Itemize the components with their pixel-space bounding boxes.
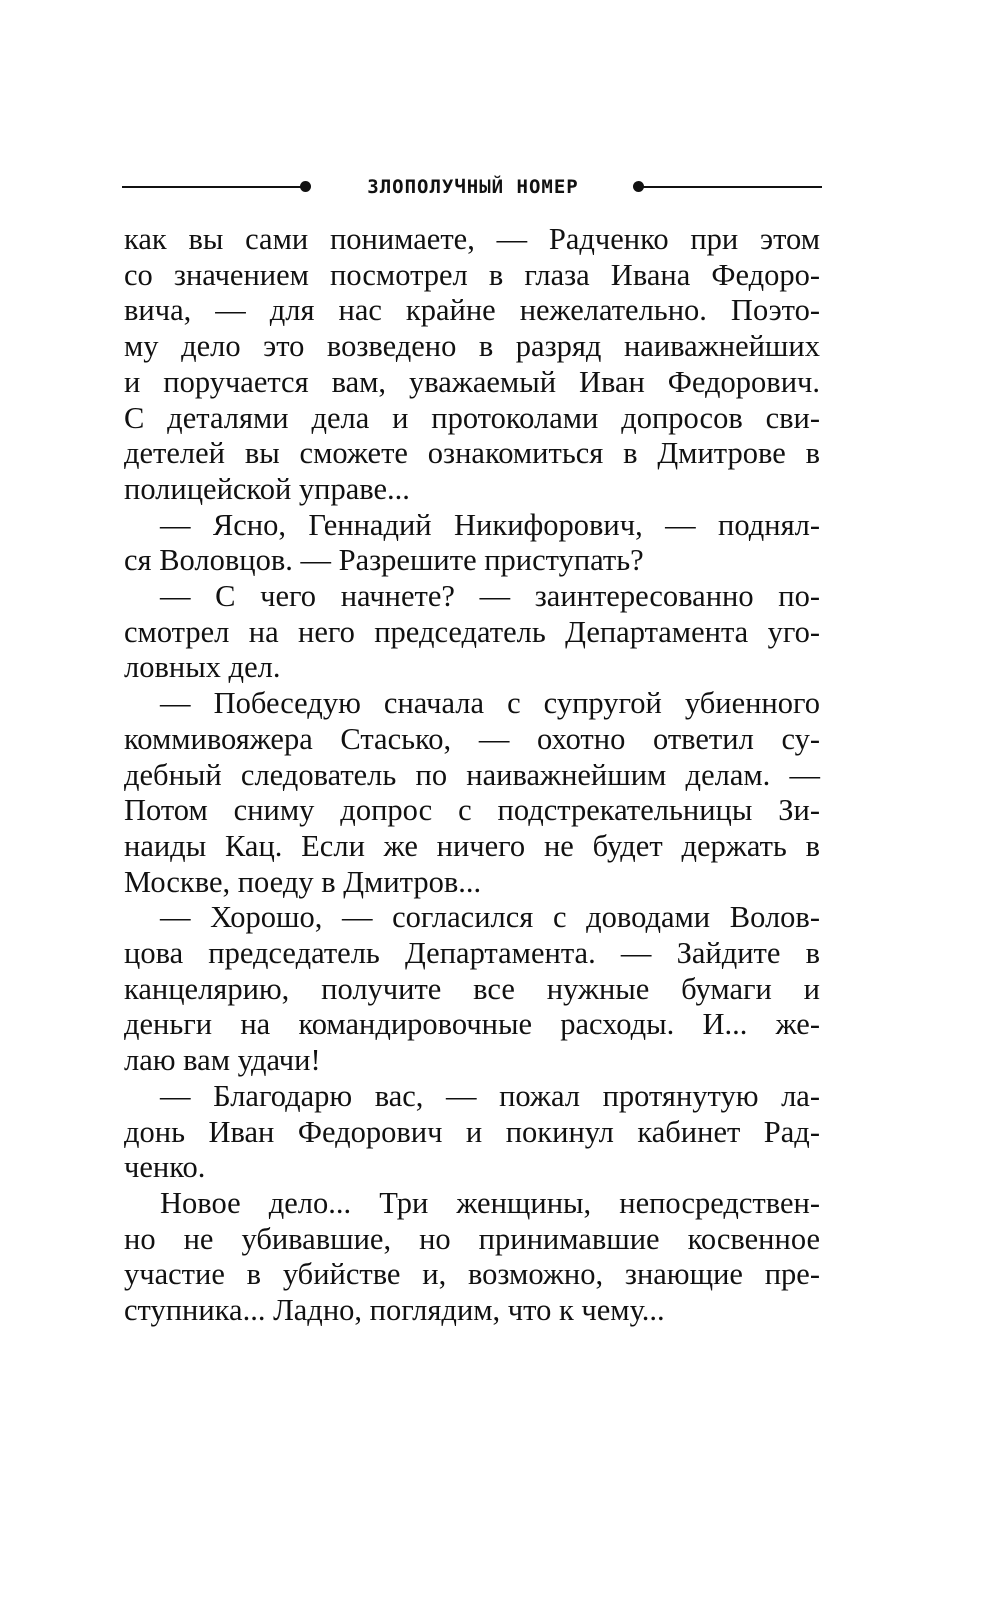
header-bullet-left (300, 181, 311, 192)
text-line: ступника... Ладно, поглядим, что к чему... (124, 1293, 665, 1328)
text-line: деньги на командировочные расходы. И... же- (124, 1007, 820, 1042)
text-line: полицейской управе... (124, 471, 410, 506)
running-header (122, 172, 822, 202)
text-line: детелей вы сможете ознакомиться в Дмитрове в (124, 436, 820, 471)
text-line: цова председатель Департамента. — Зайдите в (124, 936, 820, 971)
text-line: наиды Кац. Если же ничего не будет держать в (124, 828, 820, 863)
text-line: — С чего начнете? — заинтересованно по- (160, 579, 820, 614)
text-line: дебный следователь по наиважнейшим делам. — (124, 757, 820, 792)
running-header-title: ЗЛОПОЛУЧНЫЙ НОМЕР (367, 176, 579, 198)
text-line: — Хорошо, — согласился с доводами Волов- (160, 900, 820, 935)
text-line: С деталями дела и протоколами допросов сви- (124, 400, 820, 435)
text-line: ченко. (124, 1150, 206, 1185)
text-line: смотрел на него председатель Департамента уго- (124, 614, 820, 649)
text-line: со значением посмотрел в глаза Ивана Федоро- (124, 257, 820, 292)
header-rule-right (642, 186, 822, 188)
text-line: Потом сниму допрос с подстрекательницы Зи- (124, 793, 820, 828)
text-line: канцелярию, получите все нужные бумаги и (124, 971, 820, 1006)
text-line: Новое дело... Три женщины, непосредствен- (160, 1185, 820, 1220)
text-line: коммивояжера Стасько, — охотно ответил су- (124, 721, 820, 756)
text-line: — Благодарю вас, — пожал протянутую ла- (160, 1078, 820, 1113)
text-line: донь Иван Федорович и покинул кабинет Рад- (124, 1114, 820, 1149)
text-line: но не убивавшие, но принимавшие косвенное (124, 1221, 820, 1256)
text-line: ловных дел. (124, 650, 281, 685)
text-line: лаю вам удачи! (124, 1043, 321, 1078)
header-rule-left (122, 186, 302, 188)
text-line: вича, — для нас крайне нежелательно. Поэто- (124, 293, 820, 328)
text-line: Москве, поеду в Дмитров... (124, 864, 482, 899)
text-line: как вы сами понимаете, — Радченко при этом (124, 222, 820, 256)
text-line: участие в убийстве и, возможно, знающие пре- (124, 1257, 820, 1292)
text-line: ся Воловцов. — Разрешите приступать? (124, 543, 644, 578)
text-line: му дело это возведено в разряд наиважнейших (124, 329, 820, 364)
text-line: и поручается вам, уважаемый Иван Федорович. (124, 364, 820, 399)
page-body-text (124, 222, 820, 1329)
text-line: — Ясно, Геннадий Никифорович, — поднял- (160, 507, 820, 542)
text-line: — Побеседую сначала с супругой убиенного (160, 686, 820, 721)
